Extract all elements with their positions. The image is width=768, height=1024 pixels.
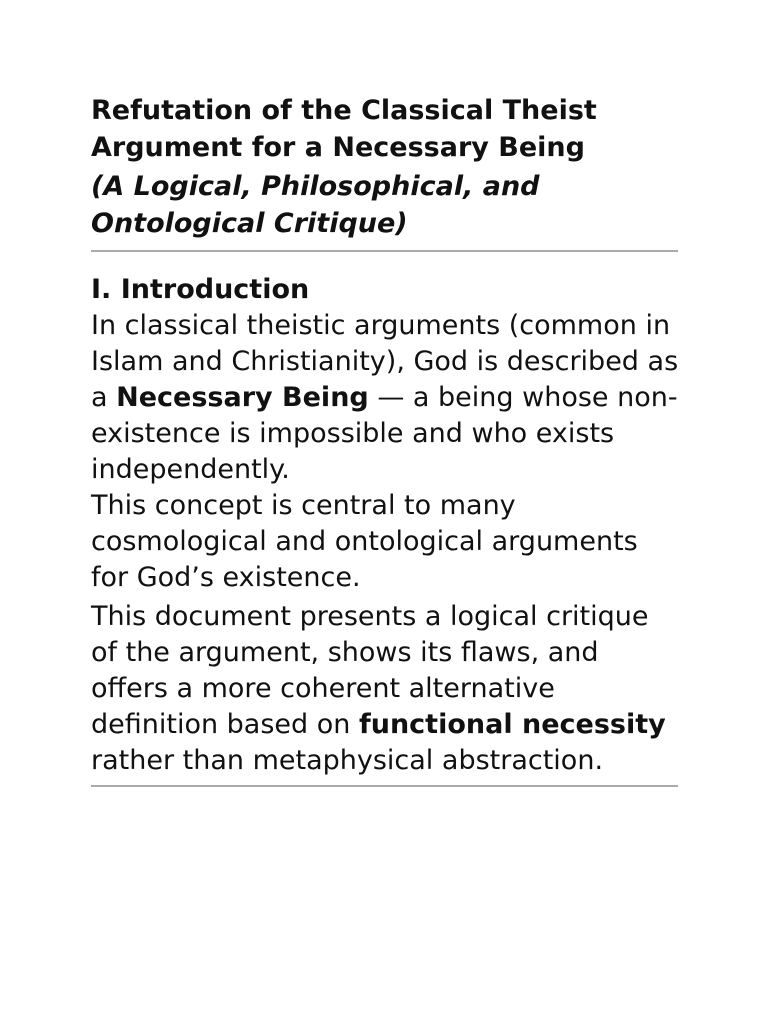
intro-paragraph-1 — [91, 308, 681, 488]
intro-paragraph-2: This concept is central to many cosmological and ontological arguments for God’s existence. — [91, 490, 638, 593]
document-title: Refutation of the Classical Theist Argument for a Necessary Being — [91, 95, 597, 163]
intro-p1-text-before: In classical theistic arguments (common in Islam and Christianity), God is described as a — [91, 310, 679, 413]
intro-p1-text-after: — a being whose non-existence is impossible and who exists independently. — [91, 382, 678, 485]
intro-p3-bold-term: functional necessity — [358, 709, 666, 740]
section-heading-introduction: I. Introduction — [91, 274, 310, 305]
document-subtitle: (A Logical, Philosophical, and Ontological Critique) — [91, 171, 540, 239]
divider-top — [91, 250, 678, 252]
divider-bottom — [91, 785, 678, 787]
intro-p3-text-before: This document presents a logical critique of the argument, shows its flaws, and offers a more coherent alternative definition based on — [91, 601, 649, 740]
intro-p1-bold-term: Necessary Being — [116, 382, 369, 413]
intro-paragraph-3 — [91, 599, 681, 779]
document-content — [91, 92, 681, 787]
intro-p3-text-after: rather than metaphysical abstraction. — [91, 745, 604, 776]
